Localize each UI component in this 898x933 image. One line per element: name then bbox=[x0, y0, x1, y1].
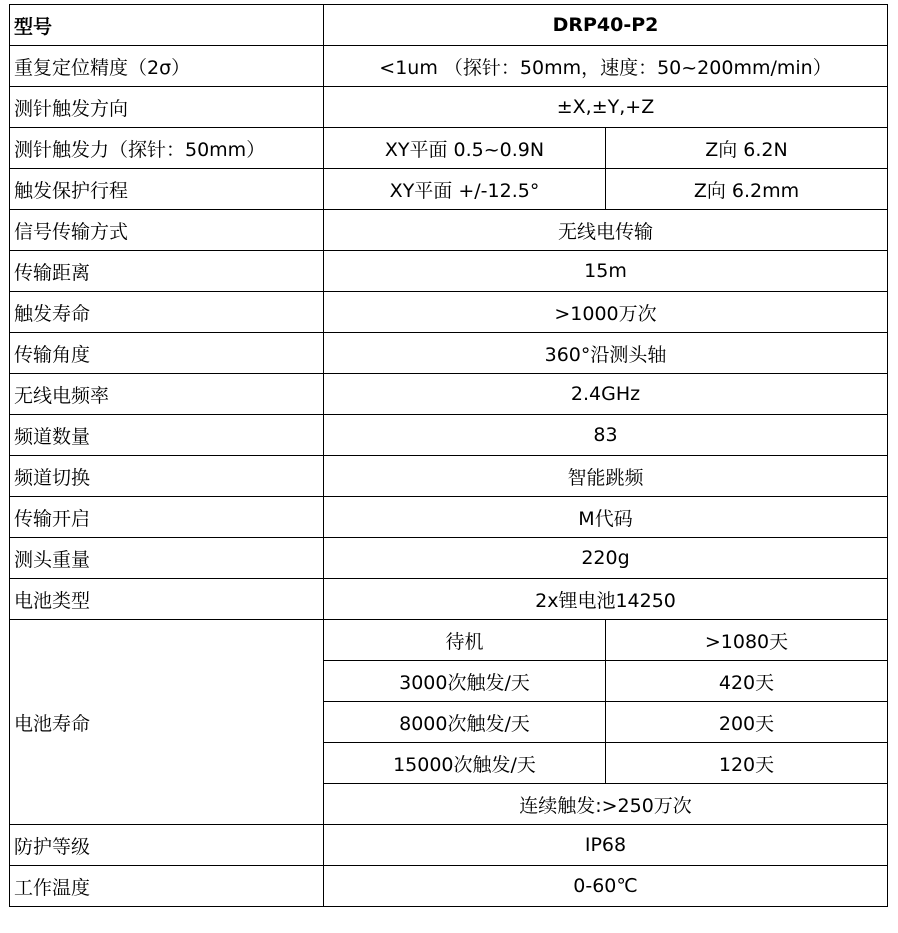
battery-continuous: 连续触发:>250万次 bbox=[324, 784, 888, 825]
table-row bbox=[10, 292, 888, 333]
row-label: 传输距离 bbox=[10, 251, 324, 292]
row-value: 0-60℃ bbox=[324, 866, 888, 907]
model-name: DRP40-P2 bbox=[324, 5, 888, 46]
table-row bbox=[10, 251, 888, 292]
row-value: ±X,±Y,+Z bbox=[324, 87, 888, 128]
row-label: 信号传输方式 bbox=[10, 210, 324, 251]
table-row bbox=[10, 866, 888, 907]
row-label: 测针触发方向 bbox=[10, 87, 324, 128]
row-label: 无线电频率 bbox=[10, 374, 324, 415]
battery-duration: 200天 bbox=[606, 702, 888, 743]
table-row bbox=[10, 620, 888, 661]
battery-mode: 8000次触发/天 bbox=[324, 702, 606, 743]
row-value: 83 bbox=[324, 415, 888, 456]
table-row bbox=[10, 333, 888, 374]
row-label: 电池类型 bbox=[10, 579, 324, 620]
row-label: 频道切换 bbox=[10, 456, 324, 497]
table-row bbox=[10, 374, 888, 415]
row-value: 360°沿测头轴 bbox=[324, 333, 888, 374]
battery-mode: 15000次触发/天 bbox=[324, 743, 606, 784]
row-value: 无线电传输 bbox=[324, 210, 888, 251]
row-value: 2.4GHz bbox=[324, 374, 888, 415]
table-row bbox=[10, 169, 888, 210]
row-value: 15m bbox=[324, 251, 888, 292]
row-label: 频道数量 bbox=[10, 415, 324, 456]
row-value: 220g bbox=[324, 538, 888, 579]
row-value: M代码 bbox=[324, 497, 888, 538]
row-label: 传输开启 bbox=[10, 497, 324, 538]
battery-mode: 待机 bbox=[324, 620, 606, 661]
row-value-z: Z向 6.2N bbox=[606, 128, 888, 169]
table-row bbox=[10, 579, 888, 620]
table-row bbox=[10, 46, 888, 87]
battery-duration: 420天 bbox=[606, 661, 888, 702]
row-value: <1um （探针：50mm，速度：50~200mm/min） bbox=[324, 46, 888, 87]
table-row bbox=[10, 87, 888, 128]
row-value: 智能跳频 bbox=[324, 456, 888, 497]
table-row bbox=[10, 128, 888, 169]
row-value: IP68 bbox=[324, 825, 888, 866]
row-label: 防护等级 bbox=[10, 825, 324, 866]
table-row bbox=[10, 210, 888, 251]
table-row bbox=[10, 825, 888, 866]
table-row bbox=[10, 415, 888, 456]
row-label: 传输角度 bbox=[10, 333, 324, 374]
table-row bbox=[10, 497, 888, 538]
row-value-z: Z向 6.2mm bbox=[606, 169, 888, 210]
row-label: 触发保护行程 bbox=[10, 169, 324, 210]
spec-table bbox=[9, 4, 888, 907]
row-label: 重复定位精度（2σ） bbox=[10, 46, 324, 87]
row-value: >1000万次 bbox=[324, 292, 888, 333]
header-label: 型号 bbox=[10, 5, 324, 46]
row-label: 测针触发力（探针：50mm） bbox=[10, 128, 324, 169]
row-label: 工作温度 bbox=[10, 866, 324, 907]
battery-mode: 3000次触发/天 bbox=[324, 661, 606, 702]
row-value: 2x锂电池14250 bbox=[324, 579, 888, 620]
battery-life-label: 电池寿命 bbox=[10, 620, 324, 825]
row-value-xy: XY平面 +/-12.5° bbox=[324, 169, 606, 210]
table-row bbox=[10, 456, 888, 497]
row-label: 触发寿命 bbox=[10, 292, 324, 333]
row-value-xy: XY平面 0.5~0.9N bbox=[324, 128, 606, 169]
battery-duration: >1080天 bbox=[606, 620, 888, 661]
table-row bbox=[10, 5, 888, 46]
row-label: 测头重量 bbox=[10, 538, 324, 579]
table-row bbox=[10, 538, 888, 579]
battery-duration: 120天 bbox=[606, 743, 888, 784]
